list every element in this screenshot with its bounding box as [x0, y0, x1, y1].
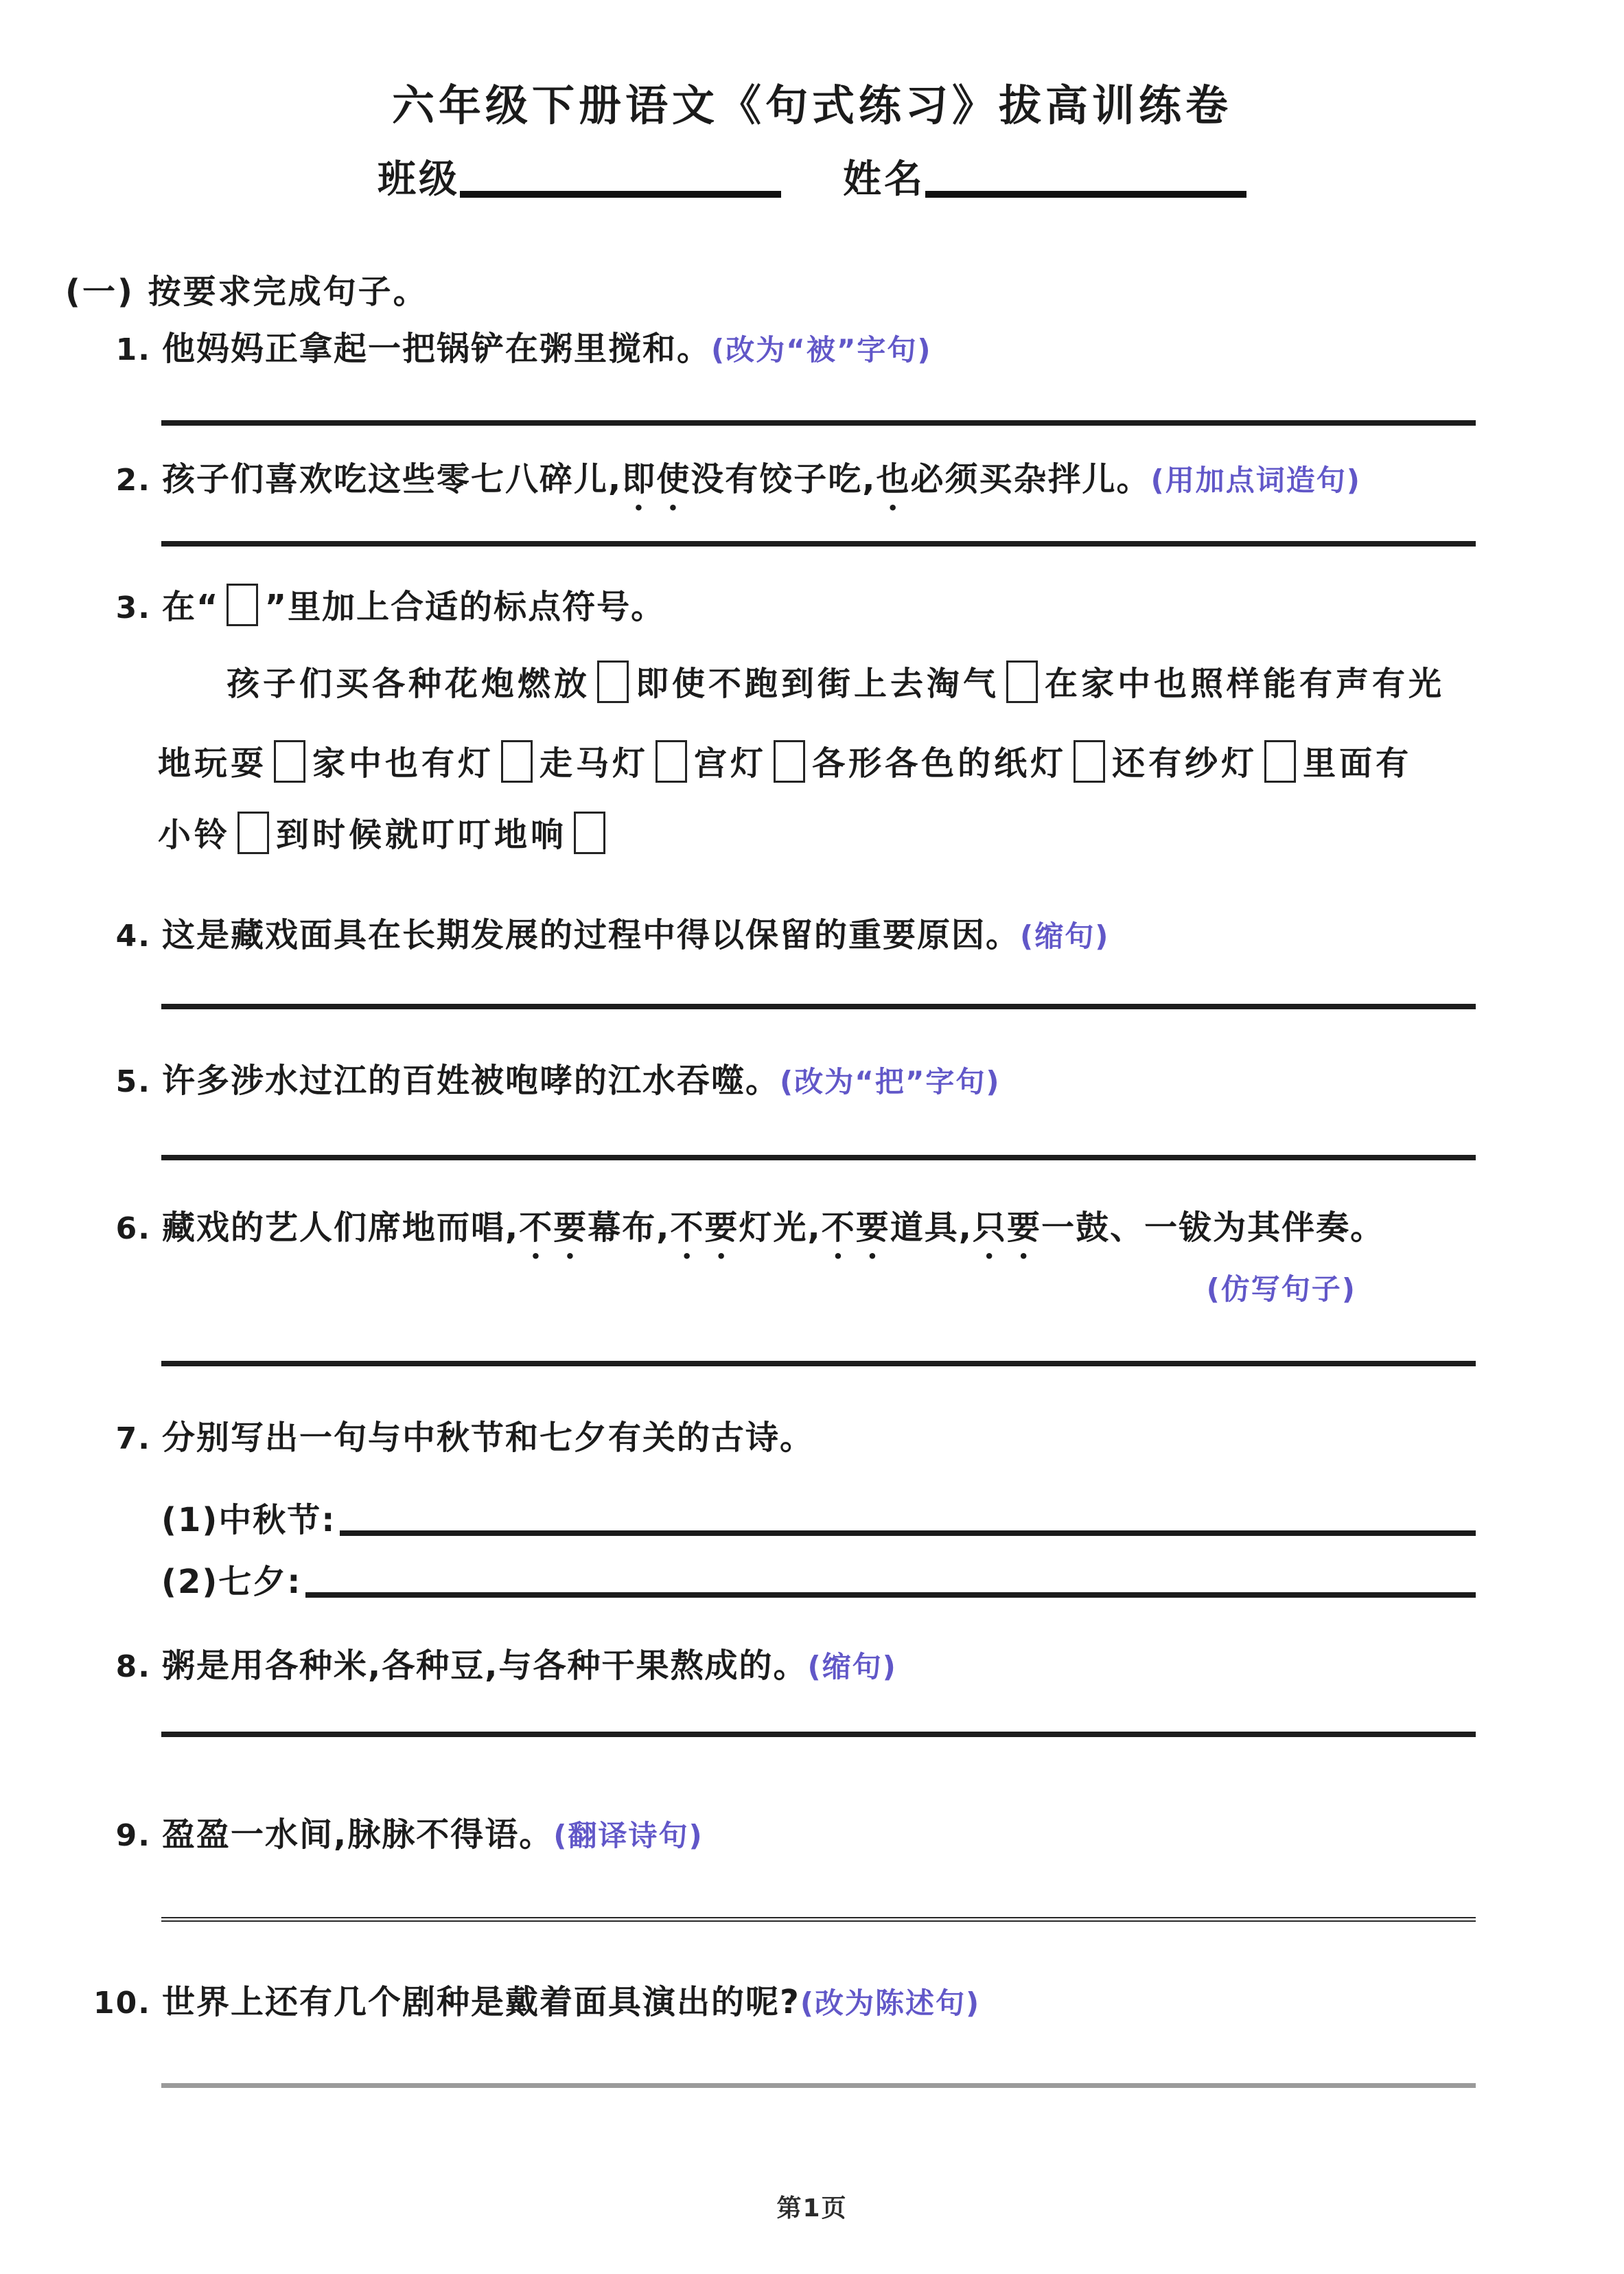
question-7-sub-1: [161, 1502, 1476, 1539]
punctuation-box[interactable]: [774, 740, 805, 783]
answer-line-1[interactable]: [161, 420, 1476, 426]
question-number: 9.: [115, 1818, 151, 1853]
emphasized-word: 也: [876, 460, 911, 498]
question-7-sub-2: [161, 1564, 1476, 1600]
question-2: [0, 459, 1624, 518]
question-6-hint-row: [0, 1267, 1624, 1308]
sentence: 盈盈一水间,脉脉不得语。: [162, 1815, 554, 1854]
question-3-passage-line-3: [158, 812, 612, 855]
question-3: [0, 584, 1624, 628]
question-10: [0, 1982, 1624, 2023]
emphasized-word: 即使: [622, 460, 691, 498]
answer-line-10[interactable]: [161, 2083, 1476, 2088]
answer-line-6[interactable]: [161, 1361, 1476, 1366]
emphasized-word: 不要: [519, 1208, 588, 1247]
punctuation-box[interactable]: [274, 740, 305, 783]
question-hint: (改为陈述句): [800, 1986, 981, 2020]
class-blank-line[interactable]: [460, 190, 781, 198]
question-text: [162, 1645, 897, 1686]
passage-text: 里面有: [1303, 744, 1413, 783]
emphasized-word: 不要: [821, 1208, 890, 1247]
passage-text: 宫灯: [694, 744, 767, 783]
question-3-passage-line-2: [158, 740, 1412, 784]
question-hint: (仿写句子): [1206, 1272, 1356, 1306]
question-text: [162, 1982, 980, 2023]
sentence: ”里加上合适的标点符号。: [264, 588, 666, 626]
question-number: 1.: [115, 332, 151, 367]
answer-line-7-1[interactable]: [340, 1530, 1476, 1536]
question-4: [0, 915, 1624, 956]
punctuation-box[interactable]: [237, 812, 269, 854]
sentence: 孩子们喜欢吃这些零七八碎儿,: [162, 460, 623, 498]
question-7: [0, 1417, 1624, 1458]
sentence: 世界上还有几个剧种是戴着面具演出的呢?: [162, 1983, 800, 2021]
page-title: 六年级下册语文《句式练习》拔高训练卷: [391, 80, 1232, 130]
passage-text: 地玩耍: [158, 744, 268, 783]
sub-question-label: (2)七夕:: [161, 1563, 302, 1601]
punctuation-box[interactable]: [501, 740, 533, 783]
question-number: 7.: [115, 1421, 151, 1456]
question-number: 5.: [115, 1064, 151, 1099]
question-number: 6.: [115, 1211, 151, 1246]
class-label: 班级: [378, 157, 460, 202]
question-number: 8.: [115, 1649, 151, 1684]
sentence: 一鼓、一钹为其伴奏。: [1041, 1208, 1385, 1247]
answer-line-7-2[interactable]: [305, 1592, 1476, 1598]
question-3-passage-line-1: [227, 661, 1445, 704]
sentence: 在“: [162, 588, 220, 626]
sentence: 没有饺子吃,: [691, 460, 877, 498]
passage-text: 各形各色的纸灯: [812, 744, 1067, 783]
question-6: [0, 1207, 1624, 1266]
question-number: 2.: [115, 463, 151, 498]
question-hint: (改为“把”字句): [780, 1065, 1001, 1099]
sub-question-label: (1)中秋节:: [161, 1501, 336, 1539]
punctuation-box[interactable]: [656, 740, 687, 783]
sentence: 藏戏的艺人们席地而唱,: [162, 1208, 520, 1247]
answer-line-5[interactable]: [161, 1155, 1476, 1160]
question-hint: (用加点词造句): [1150, 463, 1361, 497]
question-text: [162, 1207, 1384, 1266]
question-8: [0, 1645, 1624, 1686]
passage-text: 还有纱灯: [1112, 744, 1258, 783]
question-hint: (缩句): [807, 1650, 897, 1684]
punctuation-box[interactable]: [1074, 740, 1105, 783]
question-text: [162, 584, 665, 628]
punctuation-box[interactable]: [227, 584, 258, 626]
question-text: [162, 328, 932, 369]
passage-text: 走马灯: [540, 744, 649, 783]
question-number: 10.: [93, 1986, 151, 2021]
punctuation-box[interactable]: [574, 812, 605, 854]
question-hint: (缩句): [1020, 919, 1110, 953]
emphasized-word: 只要: [973, 1208, 1042, 1247]
punctuation-box[interactable]: [597, 661, 629, 703]
name-blank-line[interactable]: [925, 190, 1246, 198]
question-text: [162, 459, 1361, 518]
question-text: [162, 1814, 704, 1855]
sentence: 幕布,: [588, 1208, 671, 1247]
passage-text: 到时候就叮叮地响: [276, 816, 568, 854]
question-hint: (翻译诗句): [553, 1819, 704, 1852]
question-text: 分别写出一句与中秋节和七夕有关的古诗。: [162, 1419, 815, 1457]
answer-line-4[interactable]: [161, 1004, 1476, 1009]
passage-text: 家中也有灯: [312, 744, 495, 783]
passage-text: 孩子们买各种花炮燃放: [227, 665, 591, 703]
question-number: 4.: [115, 919, 151, 954]
passage-text: 在家中也照样能有声有光: [1045, 665, 1446, 703]
sentence: 这是藏戏面具在长期发展的过程中得以保留的重要原因。: [162, 916, 1021, 954]
student-info-row: [0, 157, 1624, 202]
punctuation-box[interactable]: [1006, 661, 1038, 703]
name-label: 姓名: [843, 157, 925, 202]
answer-line-9[interactable]: [161, 1917, 1476, 1922]
sentence: 必须买杂拌儿。: [910, 460, 1151, 498]
section-heading: (一) 按要求完成句子。: [65, 273, 428, 311]
sentence: 道具,: [890, 1208, 973, 1247]
page-number: 第1页: [776, 2194, 848, 2223]
sentence: 许多涉水过江的百姓被咆哮的江水吞噬。: [162, 1061, 780, 1100]
question-number: 3.: [115, 590, 151, 625]
question-text: [162, 915, 1109, 956]
question-1: [0, 328, 1624, 369]
question-5: [0, 1060, 1624, 1101]
sentence: 粥是用各种米,各种豆,与各种干果熬成的。: [162, 1646, 808, 1685]
answer-line-2[interactable]: [161, 541, 1476, 547]
answer-line-8[interactable]: [161, 1732, 1476, 1737]
punctuation-box[interactable]: [1264, 740, 1296, 783]
question-text: [162, 1060, 1001, 1101]
sentence: 他妈妈正拿起一把锅铲在粥里搅和。: [162, 330, 712, 368]
question-hint: (改为“被”字句): [711, 333, 932, 367]
question-9: [0, 1814, 1624, 1855]
sentence: 灯光,: [739, 1208, 822, 1247]
emphasized-word: 不要: [670, 1208, 739, 1247]
passage-text: 即使不跑到街上去淘气: [636, 665, 1000, 703]
passage-text: 小铃: [158, 816, 231, 854]
